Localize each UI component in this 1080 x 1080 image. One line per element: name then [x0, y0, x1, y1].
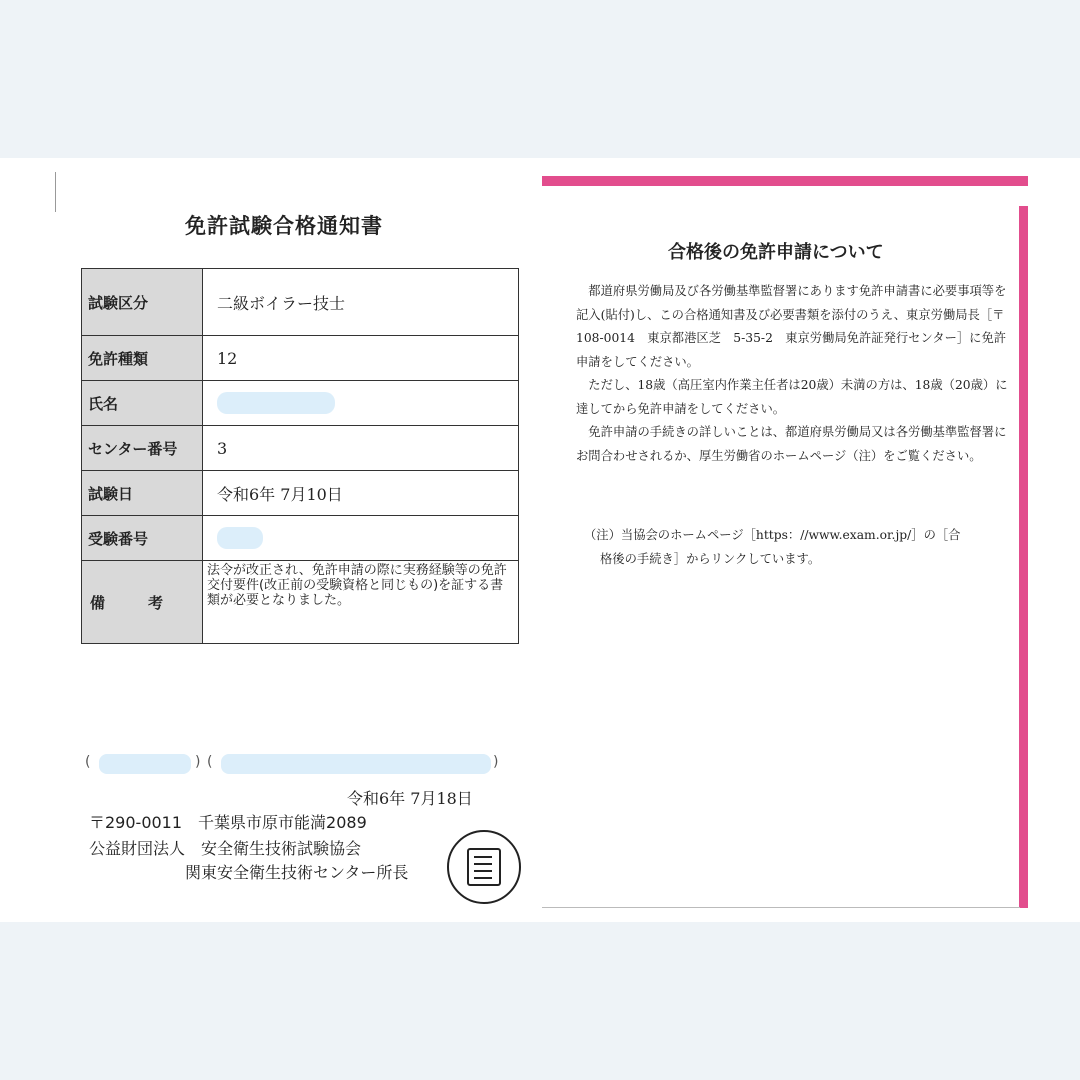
row-label: 受験番号 [82, 516, 203, 561]
issuer-director: 関東安全衛生技術センター所長 [185, 863, 409, 882]
footnote-line: （注）当協会のホームページ［https：//www.exam.or.jp/］の［合 [584, 528, 961, 542]
paren-close: ) [493, 754, 499, 770]
paragraph: 免許申請の手続きの詳しいことは、都道府県労働局又は各労働基準監督署にお問合わせされるか、厚生労働省のホームページ（注）をご覧ください。 [576, 425, 1007, 463]
name-value [203, 381, 519, 426]
row-label: センター番号 [82, 426, 203, 471]
exam-info-table [81, 268, 519, 644]
application-instructions [576, 280, 1017, 468]
table-row [82, 471, 519, 516]
redacted-field [99, 754, 191, 774]
issuer-organization: 公益財団法人 安全衛生技術試験協会 [89, 839, 362, 858]
paragraph: ただし、18歳（高圧室内作業主任者は20歳）未満の方は、18歳（20歳）に達してから免許申請をしてください。 [576, 378, 1008, 416]
row-label: 備 考 [82, 561, 203, 644]
row-label: 試験日 [82, 471, 203, 516]
issue-date: 令和6年 7月18日 [347, 789, 473, 808]
table-row [82, 426, 519, 471]
exam-number-value [203, 516, 519, 561]
paren-close: ) [195, 754, 201, 770]
center-number-value: 3 [203, 426, 519, 471]
table-row [82, 269, 519, 336]
table-row [82, 336, 519, 381]
redacted-exam-number [217, 527, 263, 549]
page-edge-mark [55, 172, 56, 212]
issuer-address: 〒290-0011 千葉県市原市能満2089 [89, 813, 367, 832]
table-row [82, 561, 519, 644]
redacted-recipient-line [85, 754, 505, 778]
row-label: 氏名 [82, 381, 203, 426]
redacted-field [221, 754, 491, 774]
exam-date-value: 令和6年 7月10日 [203, 471, 519, 516]
table-row [82, 381, 519, 426]
paragraph: 都道府県労働局及び各労働基準監督署にあります免許申請書に必要事項等を記入(貼付)し、この合格通知書及び必要書類を添付のうえ、東京労働局長［〒 108-0014 東京都港区芝 5-35-2 東京労働局免許証発行センター］に免許申請をしてください。 [576, 284, 1017, 369]
footnote [584, 524, 1004, 571]
pink-border-top [542, 176, 1028, 186]
page-bottom-edge [542, 907, 1020, 908]
scanned-document [0, 158, 1080, 922]
table-row [82, 516, 519, 561]
paren-open: ( [207, 754, 213, 770]
application-title: 合格後の免許申請について [668, 242, 884, 263]
official-seal-icon [447, 830, 521, 904]
pink-border-right [1019, 206, 1028, 908]
exam-category-value: 二級ボイラー技士 [203, 269, 519, 336]
remarks-value: 法令が改正され、免許申請の際に実務経験等の免許交付要件(改正前の受験資格と同じもの)を証する書類が必要となりました。 [203, 561, 519, 644]
row-label: 免許種類 [82, 336, 203, 381]
row-label: 試験区分 [82, 269, 203, 336]
notification-page [55, 158, 535, 922]
footnote-line: 格後の手続き］からリンクしています。 [600, 551, 821, 566]
document-title: 免許試験合格通知書 [185, 214, 383, 238]
paren-open: ( [85, 754, 91, 770]
license-type-value: 12 [203, 336, 519, 381]
application-info-page [540, 176, 1030, 908]
redacted-name [217, 392, 335, 414]
